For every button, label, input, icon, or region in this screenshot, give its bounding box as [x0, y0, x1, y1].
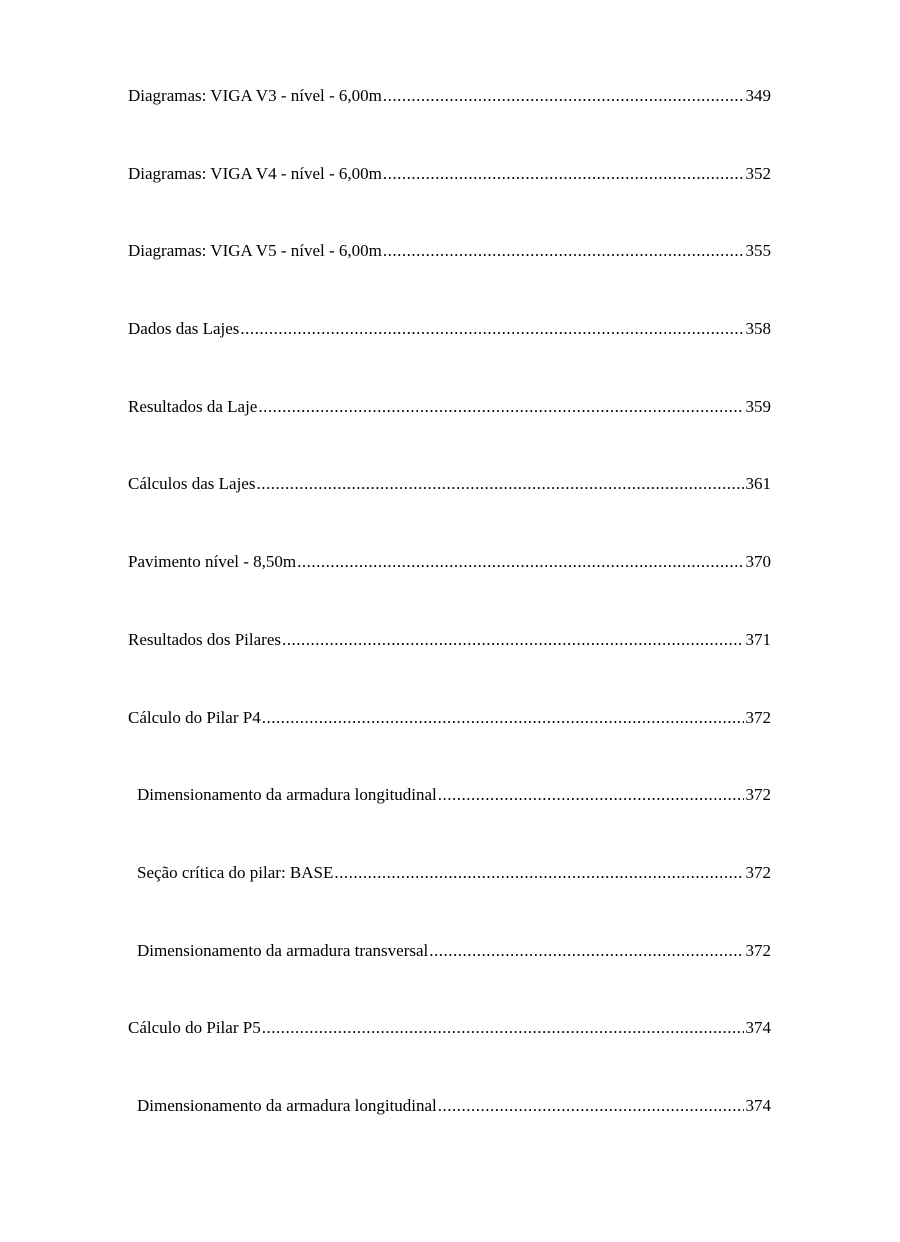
toc-dot-leader — [240, 317, 743, 341]
toc-subentry[interactable] — [128, 783, 771, 861]
toc-subentry[interactable] — [128, 939, 771, 1017]
toc-entry[interactable] — [128, 472, 771, 550]
toc-entry-title: Pavimento nível - 8,50m — [128, 552, 297, 572]
toc-dot-leader — [438, 783, 744, 807]
toc-dot-leader — [383, 162, 744, 186]
toc-dot-leader — [429, 939, 743, 963]
toc-dot-leader — [256, 472, 743, 496]
toc-entry-page-number: 372 — [745, 785, 771, 805]
toc-entry[interactable] — [128, 162, 771, 240]
toc-entry-title: Seção crítica do pilar: BASE — [137, 862, 334, 882]
toc-entry-title: Cálculos das Lajes — [128, 474, 256, 494]
toc-entry[interactable] — [128, 628, 771, 706]
toc-dot-leader — [262, 1016, 744, 1040]
toc-entry[interactable] — [128, 317, 771, 395]
toc-entry-title: Cálculo do Pilar P5 — [128, 1018, 261, 1038]
toc-entry[interactable] — [128, 550, 771, 628]
toc-entry-page-number: 370 — [745, 552, 771, 572]
toc-entry-page-number: 361 — [745, 474, 771, 494]
toc-dot-leader — [258, 395, 743, 419]
toc-entry-page-number: 355 — [745, 241, 771, 261]
toc-entry-page-number: 349 — [745, 86, 771, 105]
toc-entry[interactable] — [128, 1016, 771, 1094]
toc-entry-page-number: 374 — [745, 1095, 771, 1115]
toc-entry-title: Diagramas: VIGA V4 - nível - 6,00m — [128, 163, 382, 183]
toc-entry-title: Dimensionamento da armadura longitudinal — [137, 1095, 437, 1115]
toc-entry-page-number: 371 — [745, 629, 771, 649]
toc-entry-title: Resultados dos Pilares — [128, 629, 281, 649]
toc-entry-page-number: 359 — [745, 396, 771, 416]
toc-entry-title: Dimensionamento da armadura transversal — [137, 940, 429, 960]
toc-entry[interactable] — [128, 395, 771, 473]
toc-entry-page-number: 374 — [745, 1018, 771, 1038]
toc-entry[interactable] — [128, 706, 771, 784]
toc-dot-leader — [383, 84, 744, 108]
toc-dot-leader — [334, 861, 743, 885]
toc-entry-title: Resultados da Laje — [128, 396, 258, 416]
toc-entry[interactable] — [128, 239, 771, 317]
toc-entry-title: Dados das Lajes — [128, 319, 240, 339]
toc-subentry[interactable] — [128, 1094, 771, 1172]
table-of-contents — [128, 84, 771, 1172]
toc-dot-leader — [262, 706, 744, 730]
toc-entry-page-number: 358 — [745, 319, 771, 339]
toc-entry-page-number: 352 — [745, 163, 771, 183]
toc-entry-title: Cálculo do Pilar P4 — [128, 707, 261, 727]
toc-entry-title: Diagramas: VIGA V5 - nível - 6,00m — [128, 241, 382, 261]
toc-dot-leader — [438, 1094, 744, 1118]
toc-dot-leader — [297, 550, 743, 574]
toc-entry-page-number: 372 — [745, 862, 771, 882]
toc-subentry[interactable] — [128, 861, 771, 939]
toc-entry-title: Dimensionamento da armadura longitudinal — [137, 785, 437, 805]
toc-entry-page-number: 372 — [745, 707, 771, 727]
toc-entry-title: Diagramas: VIGA V3 - nível - 6,00m — [128, 86, 382, 105]
toc-entry[interactable] — [128, 84, 771, 162]
toc-entry-page-number: 372 — [745, 940, 771, 960]
toc-dot-leader — [282, 628, 744, 652]
toc-dot-leader — [383, 239, 744, 263]
